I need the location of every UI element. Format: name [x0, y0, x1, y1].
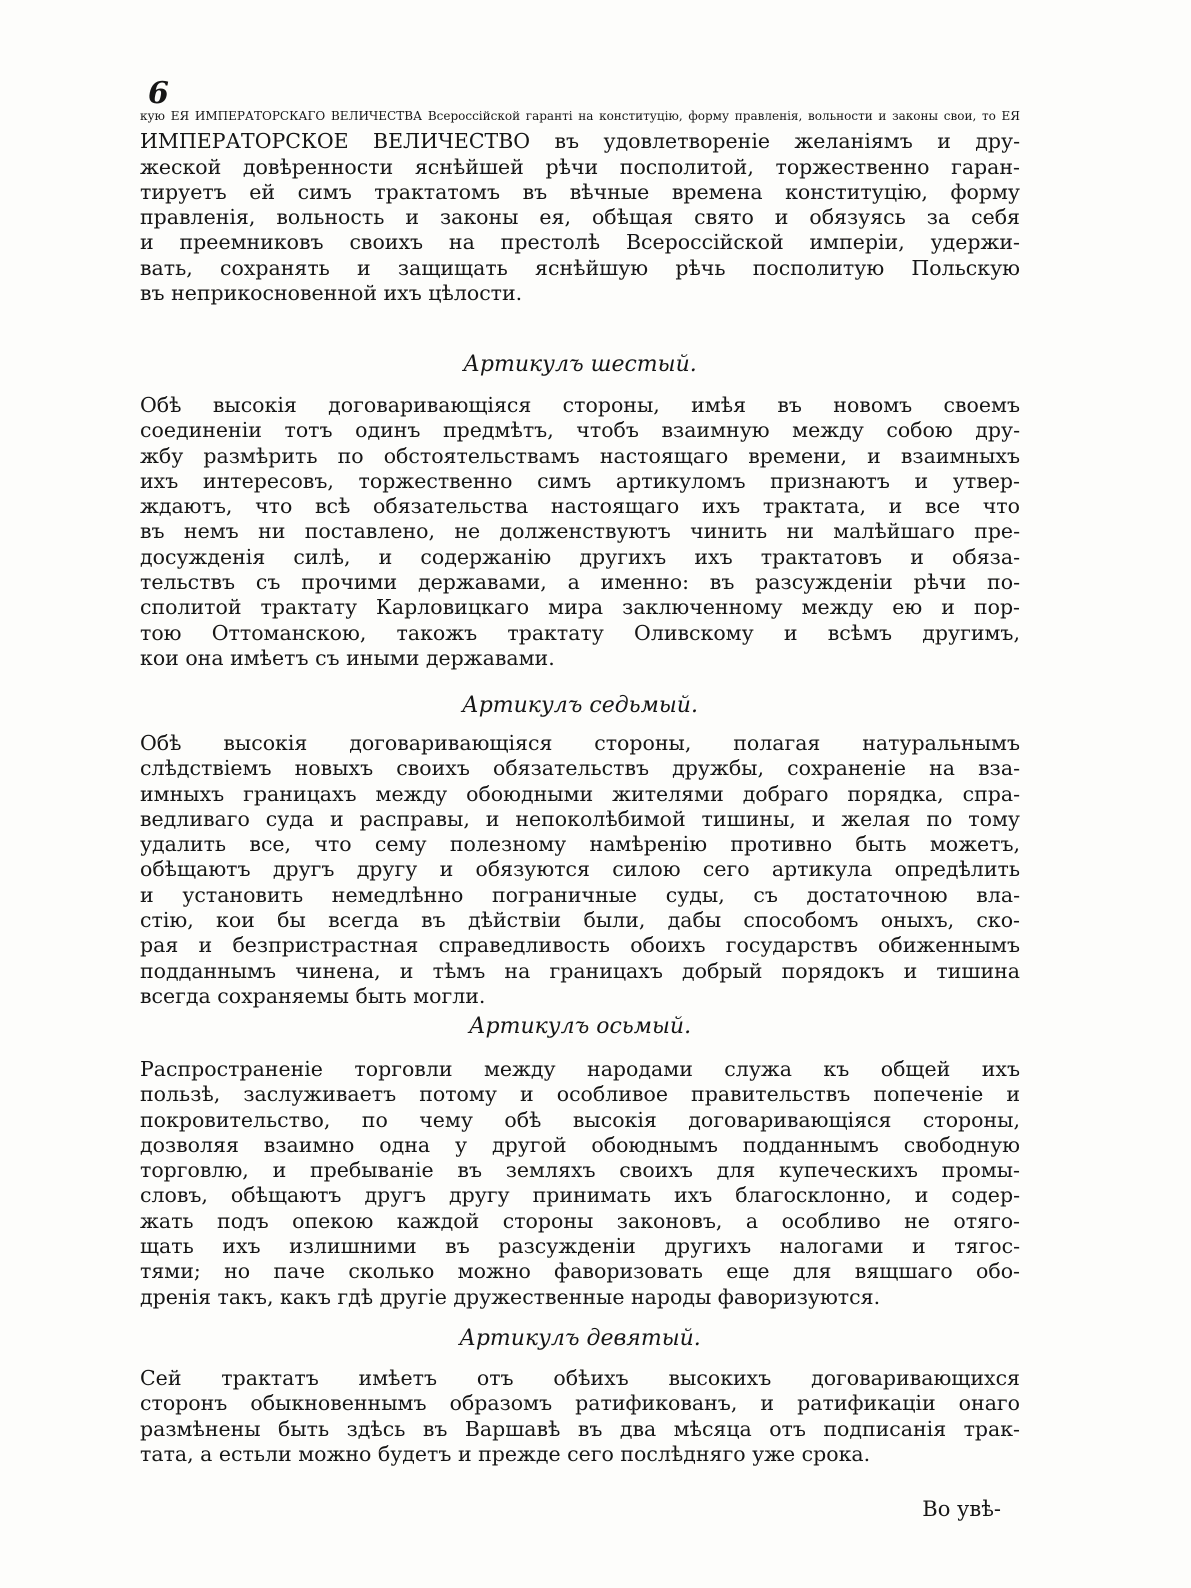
text-line: словъ, обѣщаютъ другъ другу принимать ихъ благосклонно, и содер-: [140, 1183, 1020, 1208]
text-line: тями; но паче сколько можно фаворизовать еще для вящшаго обо-: [140, 1259, 1020, 1284]
heading-article-9: Артикулъ девятый.: [459, 1326, 701, 1351]
text-line: тата, а естьли можно будетъ и прежде сего послѣдняго уже срока.: [140, 1441, 871, 1466]
paragraph-article-9: [140, 1366, 1020, 1467]
text-line: соединеніи тотъ одинъ предмѣтъ, чтобъ взаимную между собою дру-: [140, 418, 1020, 443]
text-line: размѣнены быть здѣсь въ Варшавѣ въ два мѣсяца отъ подписанія трак-: [140, 1416, 1020, 1441]
text-line: въ немъ ни поставлено, не долженствуютъ чинить ни малѣйшаго пре-: [140, 519, 1020, 544]
text-line: ИМПЕРАТОРСКОЕ ВЕЛИЧЕСТВО въ удовлетвореніе желаніямъ и дру-: [140, 129, 1020, 154]
text-line: жеской довѣренности яснѣйшей рѣчи посполитой, торжественно гаран-: [140, 154, 1020, 179]
text-line: покровительство, по чему обѣ высокія договаривающіяся стороны,: [140, 1107, 1020, 1132]
text-line: и установить немедлѣнно пограничные суды, съ достаточною вла-: [140, 882, 1020, 907]
text-line: ждаютъ, что всѣ обязательства настоящаго ихъ трактата, и все что: [140, 494, 1020, 519]
text-line: въ неприкосновенной ихъ цѣлости.: [140, 281, 523, 306]
paragraph-article-6: [140, 393, 1020, 671]
paragraph-guarantee: [140, 104, 1020, 306]
text-line: тою Оттоманскою, такожъ трактату Оливскому и всѣмъ другимъ,: [140, 620, 1020, 645]
text-line: жать подъ опекою каждой стороны законовъ, а особливо не отяго-: [140, 1208, 1020, 1233]
text-line: всегда сохраняемы быть могли.: [140, 983, 486, 1008]
text-line: ихъ интересовъ, торжественно симъ артикуломъ признаютъ и утвер-: [140, 468, 1020, 493]
text-line: удалить все, что сему полезному намѣренію противно быть можетъ,: [140, 832, 1020, 857]
text-line: дозволяя взаимно одна у другой обоюднымъ подданнымъ свободную: [140, 1132, 1020, 1157]
catchword: Во увѣ-: [922, 1497, 1001, 1521]
text-line: правленія, вольность и законы ея, обѣщая свято и обязуясь за себя: [140, 205, 1020, 230]
paragraph-article-7: [140, 731, 1020, 1009]
text-line: дренія такъ, какъ гдѣ другіе дружественные народы фаворизуются.: [140, 1284, 881, 1309]
text-line: Обѣ высокія договаривающіяся стороны, полагая натуральнымъ: [140, 731, 1020, 755]
text-line: Обѣ высокія договаривающіяся стороны, имѣя въ новомъ своемъ: [140, 393, 1020, 417]
text-line: обѣщаютъ другъ другу и обязуются силою сего артикула опредѣлить: [140, 857, 1020, 882]
text-line: сторонъ обыкновеннымъ образомъ ратификованъ, и ратификаціи онаго: [140, 1391, 1020, 1416]
text-line: кую ЕЯ ИМПЕРАТОРСКАГО ВЕЛИЧЕСТВА Всероссійской гаранті на конституцію, форму правленія, вольности и законы свои, то ЕЯ: [140, 109, 1020, 123]
text-line: жбу размѣрить по обстоятельствамъ настоящаго времени, и взаимныхъ: [140, 443, 1020, 468]
text-line: слѣдствіемъ новыхъ своихъ обязательствъ дружбы, сохраненіе на вза-: [140, 756, 1020, 781]
text-line: вать, сохранять и защищать яснѣйшую рѣчь посполитую Польскую: [140, 255, 1020, 280]
text-line: имныхъ границахъ между обоюдными жителями добраго порядка, спра-: [140, 781, 1020, 806]
page-number: 6: [148, 76, 169, 111]
heading-article-8: Артикулъ осьмый.: [468, 1014, 692, 1039]
text-line: подданнымъ чинена, и тѣмъ на границахъ добрый порядокъ и тишина: [140, 958, 1020, 983]
text-line: досужденія силѣ, и содержанію другихъ ихъ трактатовъ и обяза-: [140, 544, 1020, 569]
text-line: стію, кои бы всегда въ дѣйствіи были, дабы способомъ оныхъ, ско-: [140, 908, 1020, 933]
text-line: тируетъ ей симъ трактатомъ въ вѣчные времена конституцію, форму: [140, 179, 1020, 204]
text-line: Распространеніе торговли между народами служа къ общей ихъ: [140, 1057, 1020, 1081]
heading-article-7: Артикулъ седьмый.: [462, 693, 698, 718]
text-line: сполитой трактату Карловицкаго мира заключенному между ею и пор-: [140, 595, 1020, 620]
heading-article-6: Артикулъ шестый.: [463, 352, 697, 377]
text-line: ведливаго суда и расправы, и непоколѣбимой тишины, и желая по тому: [140, 806, 1020, 831]
text-line: пользѣ, заслуживаетъ потому и особливое правительствъ попеченіе и: [140, 1082, 1020, 1107]
text-line: рая и безпристрастная справедливость обоихъ государствъ обиженнымъ: [140, 933, 1020, 958]
text-line: кои она имѣетъ съ иными державами.: [140, 645, 555, 670]
text-line: Сей трактатъ имѣетъ отъ обѣихъ высокихъ договаривающихся: [140, 1366, 1020, 1390]
text-line: торговлю, и пребываніе въ земляхъ своихъ для купеческихъ промы-: [140, 1158, 1020, 1183]
text-line: тельствъ съ прочими державами, а именно: въ разсужденіи рѣчи по-: [140, 570, 1020, 595]
paragraph-article-8: [140, 1057, 1020, 1310]
text-line: щать ихъ излишними въ разсужденіи другихъ налогами и тягос-: [140, 1234, 1020, 1259]
text-line: и преемниковъ своихъ на престолѣ Всероссійской имперіи, удержи-: [140, 230, 1020, 255]
